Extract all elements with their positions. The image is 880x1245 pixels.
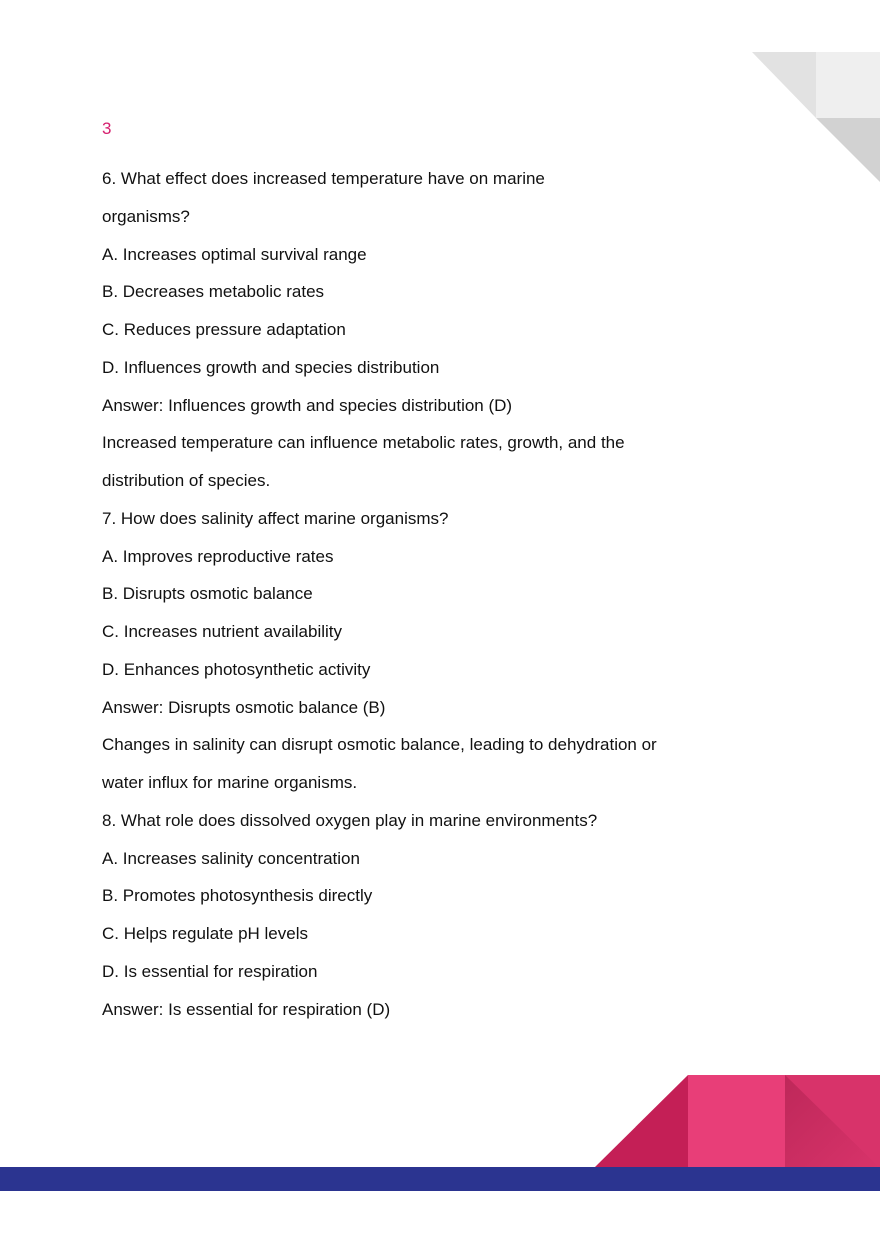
bottom-corner-decoration: [594, 1075, 880, 1168]
top-corner-light-fold: [752, 52, 816, 118]
question-7-option-d: D. Enhances photosynthetic activity: [102, 659, 371, 679]
question-6-line-2: organisms?: [102, 206, 190, 226]
question-6-option-a: A. Increases optimal survival range: [102, 244, 367, 264]
question-7-explanation-line-2: water influx for marine organisms.: [102, 773, 358, 792]
bottom-corner-middle-panel: [688, 1075, 785, 1168]
question-6-line-1: 6. What effect does increased temperature have on marine: [102, 169, 545, 188]
question-6-option-d: D. Influences growth and species distribution: [102, 357, 440, 377]
question-6-option-c: C. Reduces pressure adaptation: [102, 320, 346, 339]
question-8-answer: Answer: Is essential for respiration (D): [102, 999, 391, 1019]
question-list: [102, 160, 742, 1028]
question-7-line-1: 7. How does salinity affect marine organisms?: [102, 508, 449, 528]
top-corner-light-panel: [816, 52, 880, 118]
bottom-corner-left-triangle: [594, 1075, 688, 1168]
question-8-option-a: A. Increases salinity concentration: [102, 848, 360, 868]
question-7-option-b: B. Disrupts osmotic balance: [102, 584, 313, 604]
top-corner-decoration: [752, 52, 880, 182]
question-7-option-a: A. Improves reproductive rates: [102, 546, 334, 566]
question-6-explanation-line-1: Increased temperature can influence metabolic rates, growth, and the: [102, 433, 625, 453]
page-number: 3: [102, 119, 112, 138]
question-8-line-1: 8. What role does dissolved oxygen play in marine environments?: [102, 810, 598, 830]
footer-bar: [0, 1167, 880, 1191]
question-6-answer: Answer: Influences growth and species distribution (D): [102, 395, 513, 415]
question-7-explanation-line-1: Changes in salinity can disrupt osmotic balance, leading to dehydration or: [102, 735, 657, 755]
top-corner-dark-fold: [816, 118, 880, 182]
question-8-option-c: C. Helps regulate pH levels: [102, 924, 308, 943]
question-7-answer: Answer: Disrupts osmotic balance (B): [102, 697, 386, 717]
question-7-option-c: C. Increases nutrient availability: [102, 622, 343, 641]
question-8-option-d: D. Is essential for respiration: [102, 961, 318, 981]
question-8-option-b: B. Promotes photosynthesis directly: [102, 886, 373, 906]
question-6-explanation-line-2: distribution of species.: [102, 471, 271, 490]
question-6-option-b: B. Decreases metabolic rates: [102, 282, 325, 302]
